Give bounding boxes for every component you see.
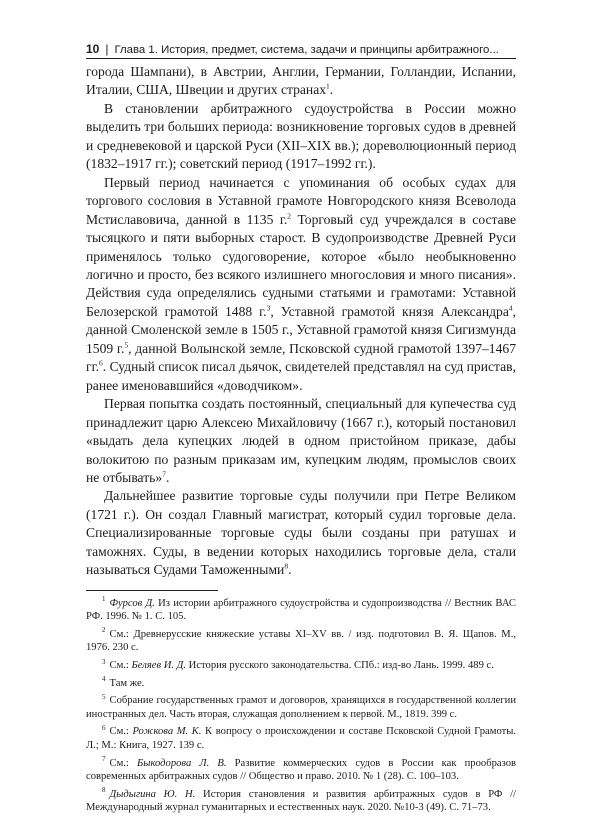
footnote: $^3$ См.: Беляев И. Д. История русского законодательства. СПб.: изд-во Лань. 1999. 489 с. <box>102 657 494 672</box>
footnote-ref: 7 <box>162 469 166 479</box>
footnote: $^8$ Дыдыгина Ю. Н. История становления и развития арбитражных судов в РФ // Международный журнал гуманитарных и естественных наук. 2020. №10-3 (49). С. 71–73. <box>86 786 516 814</box>
book-page <box>86 36 516 819</box>
footnotes <box>86 597 516 815</box>
footnote-ref: 8 <box>284 561 289 571</box>
footnote-ref: 5 <box>124 340 129 350</box>
paragraph: Первая попытка создать постоянный, специальный для купечества суд принадлежит царю Алексею Михайловичу (1667 г.), который постановил «выдать дела купецких людей в одном пристойном приказе, дабы волокитою по разным приказам им, купецким людям, промыслов своих не отбывать»$^7$. <box>86 396 516 485</box>
footnote: $^4$ Там же. <box>102 675 145 689</box>
footnote: $^5$ Собрание государственных грамот и договоров, хранящихся в государственной коллегии иностранных дел. Часть вторая, служащая дополнением к первой. М., 1819. 399 с. <box>86 692 516 720</box>
main-text <box>86 63 516 580</box>
paragraph: Первый период начинается с упоминания об особых судах для торгового сословия в Уставной грамоте Новгородского князя Всеволода Мстиславовича, данной в 1135 г.$^2$ Торговый суд учреждался в составе тысяцкого и пяти выборных старост. В судопроизводстве Древней Руси применялось только судоговорение, которое «было необыкновенно логично и просто, без всякого излишнего многословия и много писания». Действия суда определялись судными статьями и грамотами: Уставной Белозерской грамотой 1488 г.$^3$, Уставной грамотой князя Александра$^4$, данной Смоленской земле в 1505 г., Уставной грамотой князя Сигизмунда 1509 г.$^5$, данной Волынской земле, Псковской судной грамотой 1397–1467 гг.$^6$. Судный список писал дьячок, свидетелей представлял на суд пристав, ранее именовавшийся «доводчиком». <box>86 174 517 393</box>
paragraph: В становлении арбитражного судоустройства в России можно выделить три больших периода: возникновение торговых судов в древней и средневековой и царской Руси (XII–XIX вв.); дореволюционный период (1832–1917 гг.); советский период (1917–1992 гг.). <box>86 100 516 172</box>
paragraph: города Шампани), в Австрии, Англии, Германии, Голландии, Испании, Италии, США, Швеции и других странах$^1$. <box>86 64 516 98</box>
footnote: $^1$ Фурсов Д. Из истории арбитражного судоустройства и судопроизводства // Вестник ВАС РФ. 1996. № 1. С. 105. <box>86 595 517 623</box>
footnote-ref: 3 <box>266 303 271 313</box>
footnote-ref: 6 <box>99 358 103 368</box>
header-separator: | <box>105 42 109 56</box>
footnote: $^7$ См.: Быкодорова Л. В. Развитие коммерческих судов в России как прообразов современных арбитражных судов // Общество и право. 2010. № 1 (28). С. 100–103. <box>86 755 517 783</box>
footnote-ref: 2 <box>287 211 292 221</box>
footnote: $^6$ См.: Рожкова М. К. К вопросу о происхождении и составе Псковской Судной Грамоты. Л.; М.: Книга, 1927. 139 с. <box>86 723 516 752</box>
chapter-title: Глава 1. История, предмет, система, задачи и принципы арбитражного... <box>114 44 499 56</box>
footnote-divider <box>86 590 218 591</box>
running-header <box>86 36 516 59</box>
footnote-ref: 4 <box>508 303 513 313</box>
footnote-ref: 1 <box>326 81 330 91</box>
paragraph: Дальнейшее развитие торговые суды получили при Петре Великом (1721 г.). Он создал Главный магистрат, который судил торговые дела. Специализированные торговые суды были созданы при ратушах и таможнях. Суды, в ведении которых находились торговые дела, стали называться Судами Таможенными$^8$. <box>86 488 516 578</box>
page-number: 10 <box>86 42 100 56</box>
footnote: $^2$ См.: Древнерусские княжеские уставы XI–XV вв. / изд. подготовил В. Я. Щапов. М., 1976. 230 с. <box>86 626 516 654</box>
